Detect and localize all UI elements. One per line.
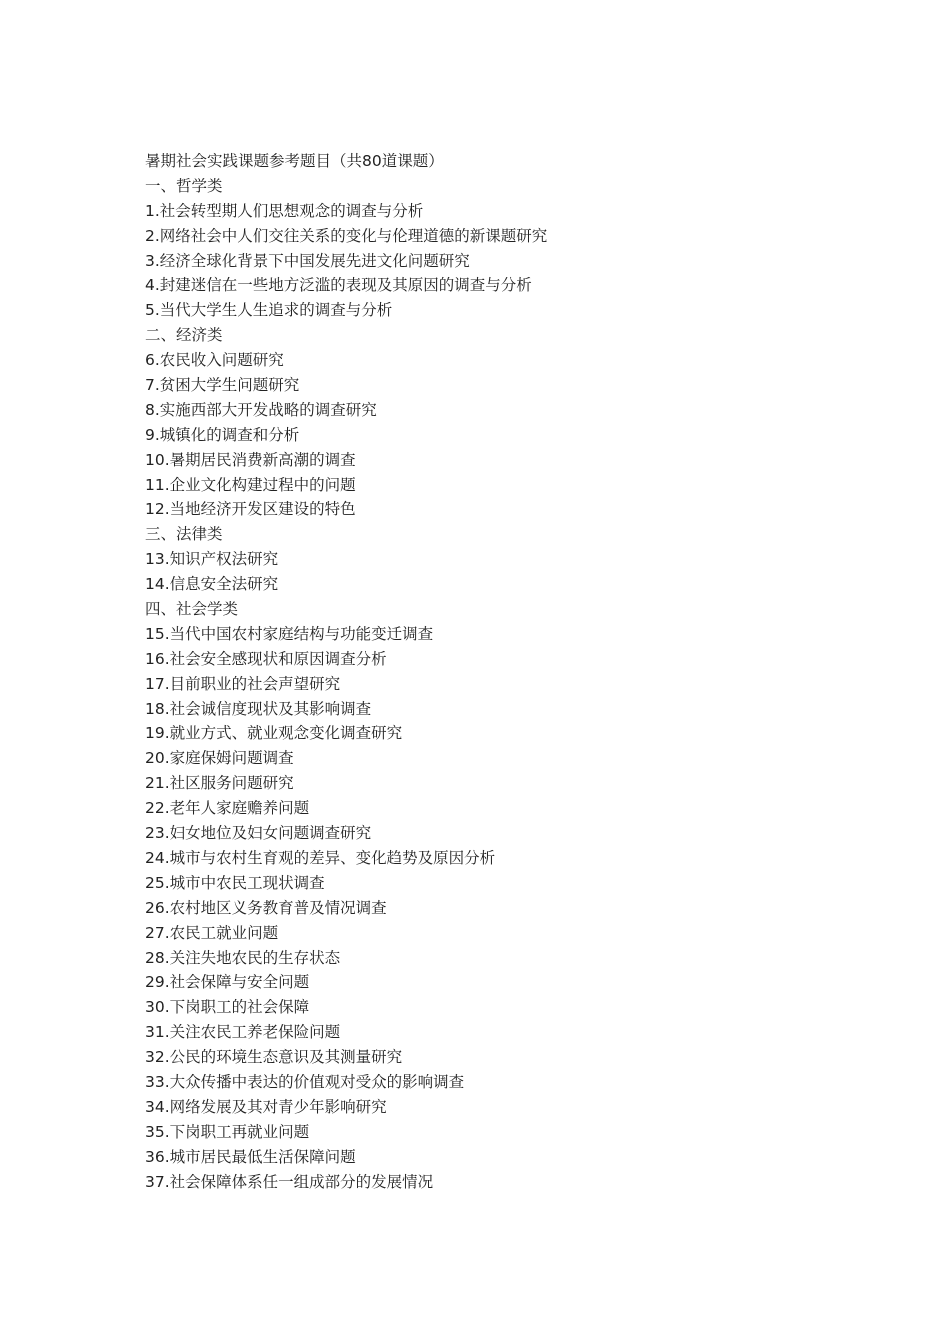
document-body: [145, 149, 865, 1194]
section-heading: 一、哲学类: [145, 176, 223, 195]
topic-item: 27.农民工就业问题: [145, 923, 279, 942]
section-heading: 四、社会学类: [145, 600, 239, 619]
topic-item: 4.封建迷信在一些地方泛滥的表现及其原因的调查与分析: [145, 276, 532, 295]
topic-item: 36.城市居民最低生活保障问题: [145, 1147, 356, 1166]
topic-item: 12.当地经济开发区建设的特色: [145, 500, 356, 519]
topic-item: 29.社会保障与安全问题: [145, 973, 310, 992]
topic-item: 8.实施西部大开发战略的调查研究: [145, 400, 377, 419]
topic-item: 17.目前职业的社会声望研究: [145, 674, 341, 693]
topic-item: 25.城市中农民工现状调查: [145, 873, 325, 892]
topic-list: [145, 174, 865, 1195]
topic-item: 20.家庭保姆问题调查: [145, 749, 294, 768]
topic-item: 21.社区服务问题研究: [145, 774, 294, 793]
topic-item: 10.暑期居民消费新高潮的调查: [145, 450, 356, 469]
topic-item: 19.就业方式、就业观念变化调查研究: [145, 724, 403, 743]
topic-item: 6.农民收入问题研究: [145, 351, 284, 370]
topic-item: 3.经济全球化背景下中国发展先进文化问题研究: [145, 251, 470, 270]
topic-item: 18.社会诚信度现状及其影响调查: [145, 699, 372, 718]
topic-item: 32.公民的环境生态意识及其测量研究: [145, 1048, 403, 1067]
topic-item: 7.贫困大学生问题研究: [145, 376, 300, 395]
topic-item: 2.网络社会中人们交往关系的变化与伦理道德的新课题研究: [145, 226, 548, 245]
topic-item: 33.大众传播中表达的价值观对受众的影响调查: [145, 1072, 465, 1091]
topic-item: 22.老年人家庭赡养问题: [145, 799, 310, 818]
document-title: 暑期社会实践课题参考题目（共80道课题）: [145, 152, 444, 170]
topic-item: 9.城镇化的调查和分析: [145, 425, 300, 444]
section-heading: 三、法律类: [145, 525, 223, 544]
topic-item: 1.社会转型期人们思想观念的调查与分析: [145, 201, 424, 220]
topic-item: 31.关注农民工养老保险问题: [145, 1023, 341, 1042]
topic-item: 16.社会安全感现状和原因调查分析: [145, 649, 387, 668]
topic-item: 15.当代中国农村家庭结构与功能变迁调查: [145, 624, 434, 643]
topic-item: 26.农村地区义务教育普及情况调查: [145, 898, 387, 917]
topic-item: 24.城市与农村生育观的差异、变化趋势及原因分析: [145, 848, 496, 867]
topic-item: 11.企业文化构建过程中的问题: [145, 475, 356, 494]
topic-item: 35.下岗职工再就业问题: [145, 1122, 310, 1141]
section-heading: 二、经济类: [145, 326, 223, 345]
topic-item: 13.知识产权法研究: [145, 550, 279, 569]
topic-item: 34.网络发展及其对青少年影响研究: [145, 1097, 387, 1116]
topic-item: 14.信息安全法研究: [145, 575, 279, 594]
topic-item: 30.下岗职工的社会保障: [145, 998, 310, 1017]
topic-item: 37.社会保障体系任一组成部分的发展情况: [145, 1172, 434, 1191]
topic-item: 23.妇女地位及妇女问题调查研究: [145, 824, 372, 843]
topic-item: 28.关注失地农民的生存状态: [145, 948, 341, 967]
topic-item: 5.当代大学生人生追求的调查与分析: [145, 301, 393, 320]
